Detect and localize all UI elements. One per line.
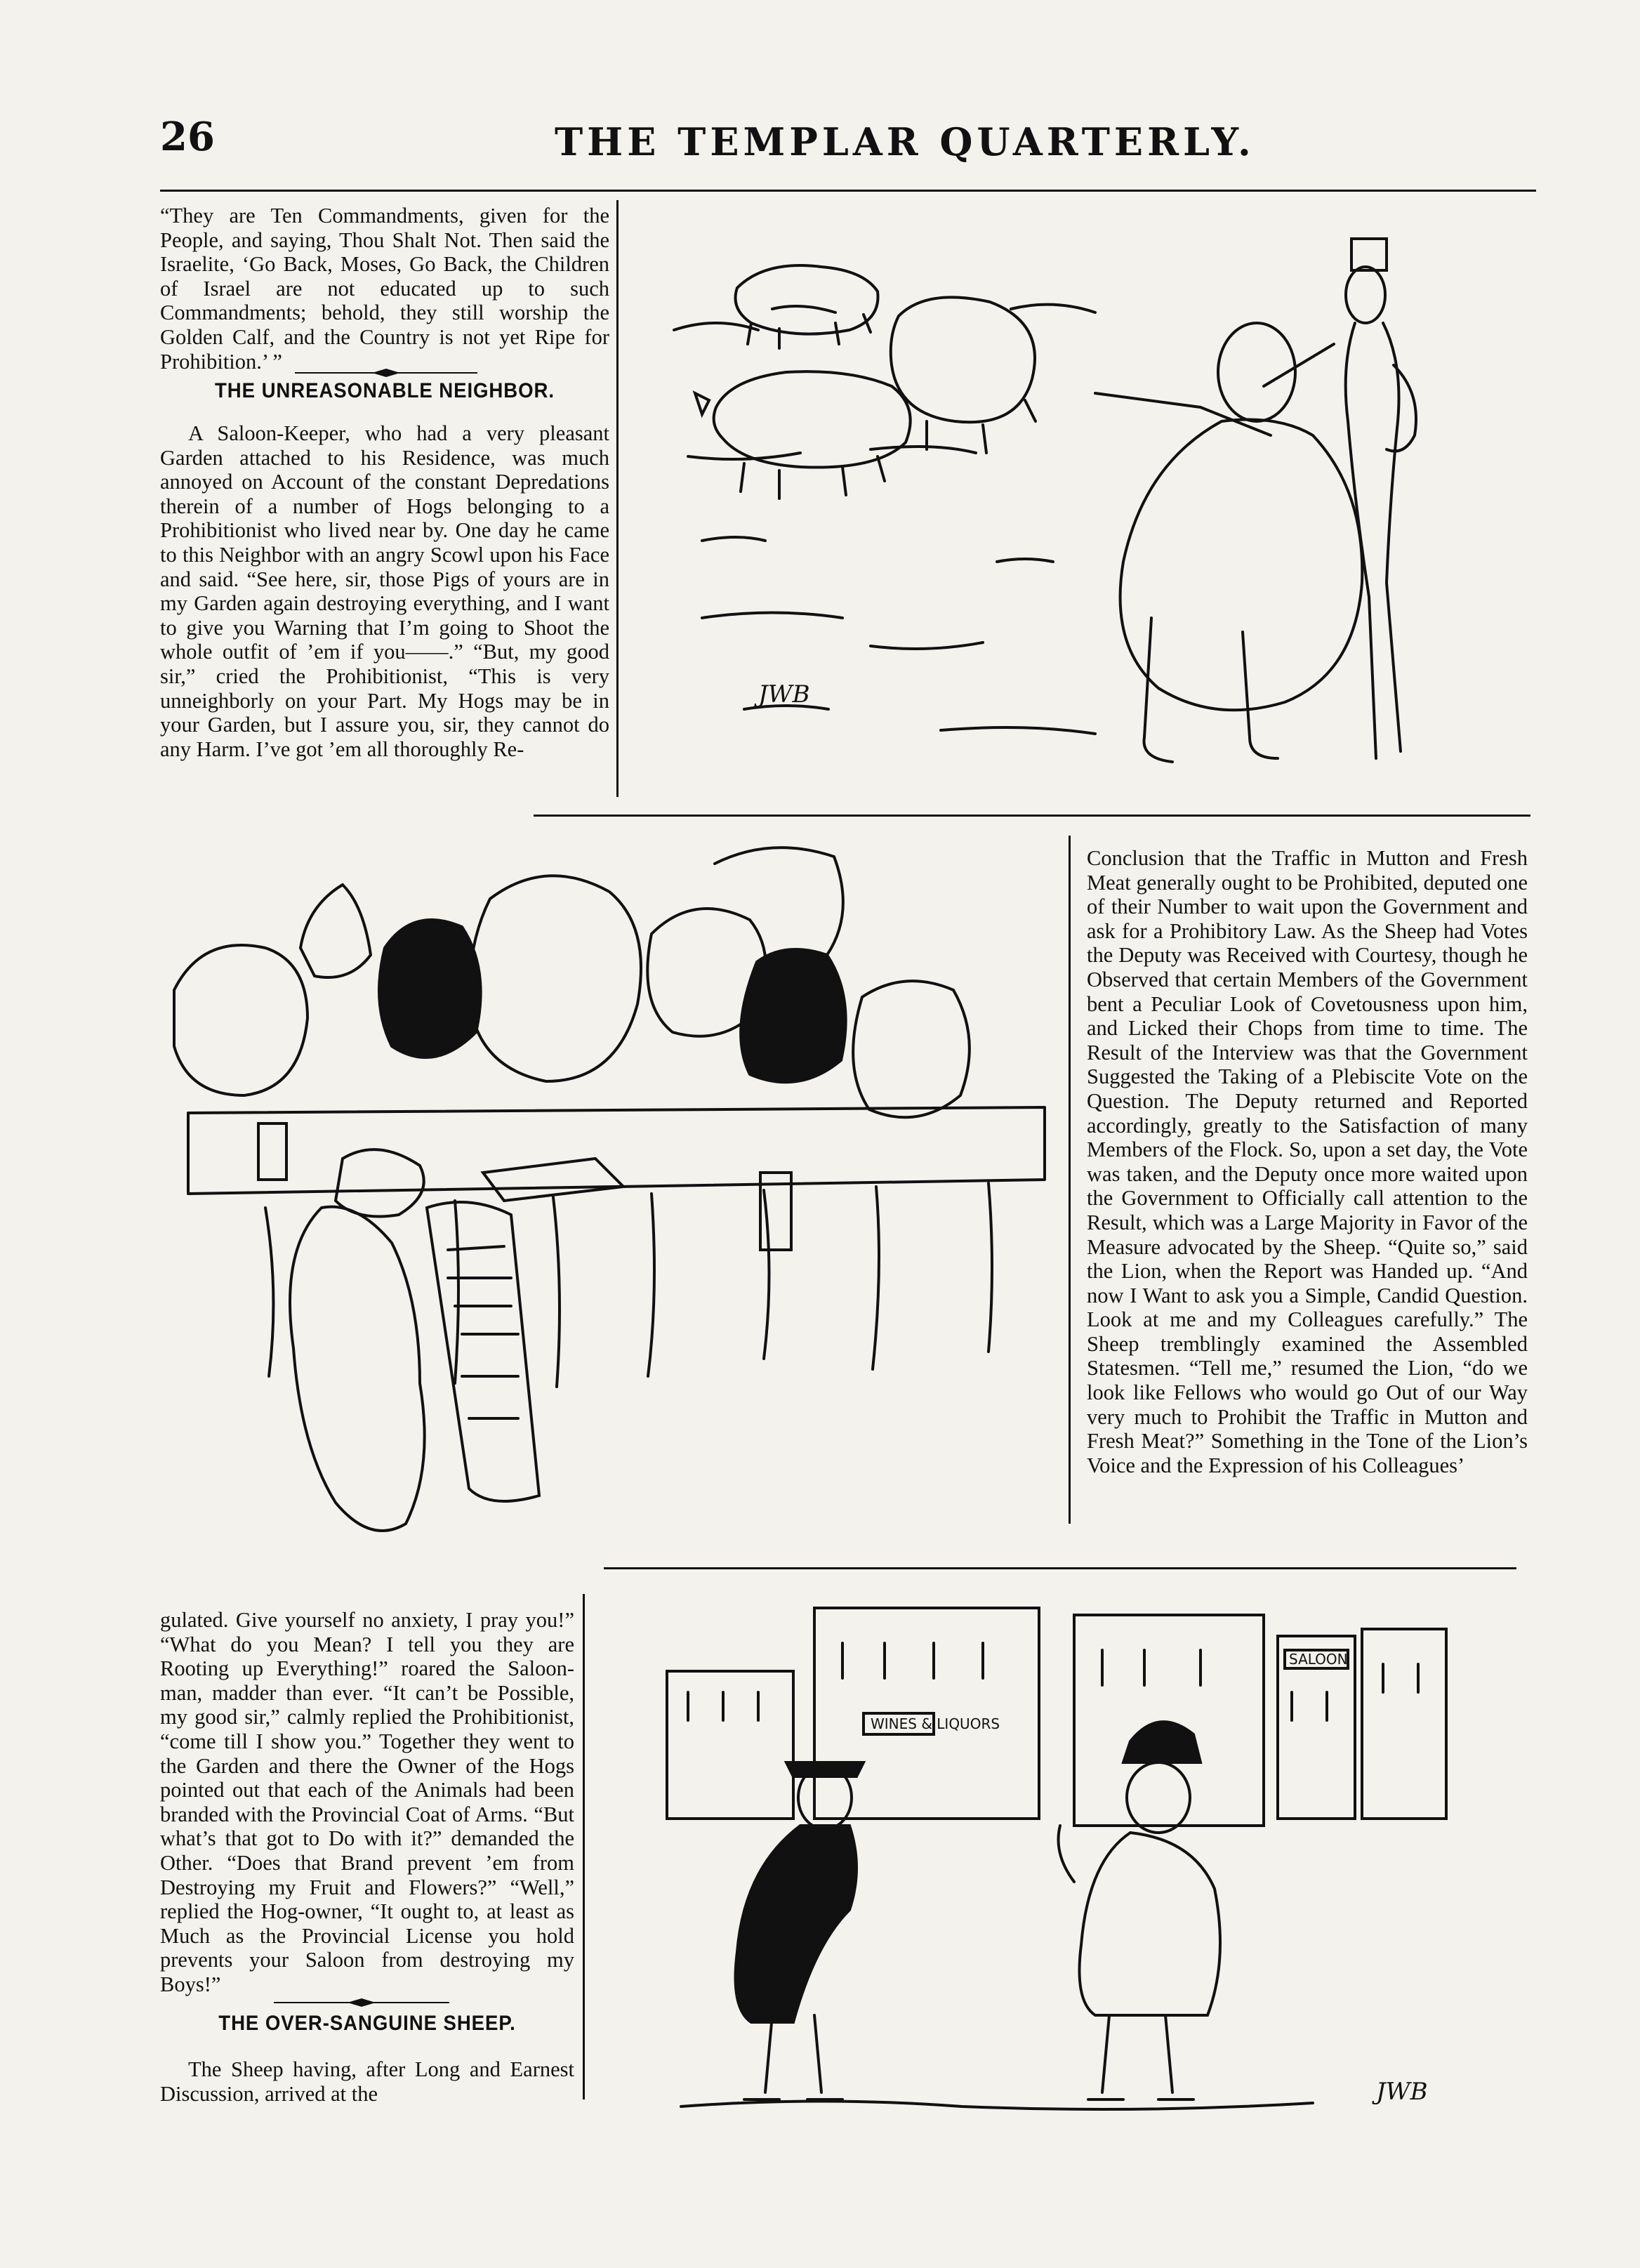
illustration-signature-top: JWB	[758, 680, 810, 708]
sign-wines: WINES & LIQUORS	[871, 1715, 1000, 1732]
running-head: THE TEMPLAR QUARTERLY.	[555, 119, 1255, 164]
illustration-lion-government-and-sheep	[160, 843, 1052, 1573]
column-1-text	[160, 204, 609, 374]
ornament-divider	[295, 368, 477, 378]
sign-saloon: SALOON	[1289, 1651, 1348, 1668]
heading-unreasonable-neighbor: THE UNREASONABLE NEIGHBOR.	[215, 379, 555, 402]
mid-rule-top	[534, 815, 1530, 817]
paragraph-saloon-keeper: A Saloon-Keeper, who had a very pleasant Garden attached to his Residence, was much annoyed on Account of the constant Depredations therein of a number of Hogs belonging to a Prohibitionist who lived near by. One day he came to this Neighbor with an angry Scowl upon his Face and said. “See here, sir, those Pigs of yours are in my Garden again destroying everything, and I want to give you Warning that I’m going to Shoot the whole outfit of ’em if you——.” “But, my good sir,” cried the Prohibitionist, “This is very unneighborly on your Part. My Hogs may be in your Garden, but I assure you, sir, they cannot do any Harm. I’ve got ’em all thoroughly Re-	[160, 421, 609, 761]
column-3-text	[160, 1608, 574, 1997]
heading-over-sanguine-sheep: THE OVER-SANGUINE SHEEP.	[218, 2012, 516, 2035]
ornament-divider-2	[274, 1998, 449, 2007]
page-number: 26	[160, 114, 215, 160]
column-2-vertical-rule	[1069, 836, 1071, 1524]
header-rule	[160, 190, 1536, 192]
mid-rule-bottom	[604, 1567, 1516, 1569]
illustration-signature-bottom: JWB	[1376, 2078, 1428, 2106]
paragraph-commandments: “They are Ten Commandments, given for the People, and saying, Thou Shalt Not. Then said the Israelite, ‘Go Back, Moses, Go Back, the Children of Israel are not educated up to such Commandments; behold, they still worship the Golden Calf, and the Country is not yet Ripe for Prohibition.’ ”	[160, 204, 609, 374]
column-1-text-story	[160, 421, 609, 761]
column-3-vertical-rule	[583, 1594, 585, 2099]
illustration-street-scene	[653, 1587, 1502, 2121]
illustration-pigs-and-men	[660, 225, 1509, 800]
paragraph-sheep-having: The Sheep having, after Long and Earnest Discussion, arrived at the	[160, 2057, 574, 2106]
column-2-text	[1087, 846, 1528, 1477]
paragraph-regulated: gulated. Give yourself no anxiety, I pray you!” “What do you Mean? I tell you they are Rooting up Everything!” roared the Saloon-man, madder than ever. “It can’t be Possible, my good sir,” calmly replied the Prohibitionist, “come till I show you.” Together they went to the Garden and there the Owner of the Hogs pointed out that each of the Animals had been branded with the Provincial Coat of Arms. “But what’s that got to Do with it?” demanded the Other. “Does that Brand prevent ’em from Destroying my Fruit and Flowers?” “Well,” replied the Hog-owner, “It ought to, at least as Much as the Provincial License you hold prevents your Saloon from destroying my Boys!”	[160, 1608, 574, 1996]
column-1-vertical-rule	[616, 200, 619, 797]
paragraph-sheep-conclusion: Conclusion that the Traffic in Mutton and Fresh Meat generally ought to be Prohibited, deputed one of their Number to wait upon the Government and ask for a Prohibitory Law. As the Sheep had Votes the Deputy was Received with Courtesy, though he Observed that certain Members of the Government bent a Peculiar Look of Covetousness upon him, and Licked their Chops from time to time. The Result of the Interview was that the Government Suggested the Taking of a Plebiscite Vote on the Question. The Deputy returned and Reported accordingly, greatly to the Satisfaction of many Members of the Flock. So, upon a set day, the Vote was taken, and the Deputy once more waited upon the Government to Officially call attention to the Result, which was a Large Majority in Favor of the Measure advocated by the Sheep. “Quite so,” said the Lion, when the Report was Handed up. “And now I Want to ask you a Simple, Candid Question. Look at me and my Colleagues carefully.” The Sheep tremblingly examined the Assembled Statesmen. “Tell me,” resumed the Lion, “do we look like Fellows who would go Out of our Way very much to Prohibit the Traffic in Mutton and Fresh Meat?” Something in the Tone of the Lion’s Voice and the Expression of his Colleagues’	[1087, 846, 1528, 1477]
column-3-text-sheep	[160, 2057, 574, 2106]
